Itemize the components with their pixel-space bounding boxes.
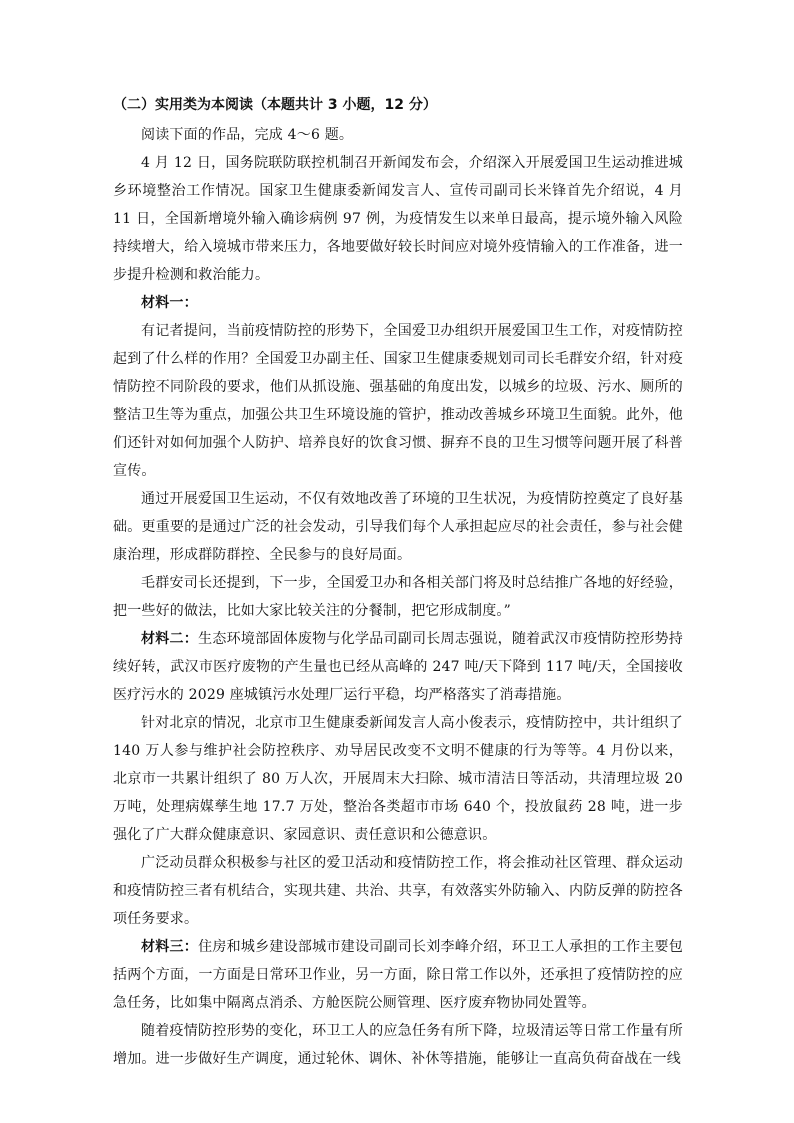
material2-text-1: 生态环境部固体废物与化学品司副司长周志强说，随着武汉市疫情防控形势持续好转，武汉市医疗废物的产生量也已经从高峰的 247 吨/天下降到 117 吨/天，全国接收医疗污水的 2029 座城镇污水处理厂运行平稳，均严格落实了消毒措施。 (113, 631, 683, 703)
material3-paragraph-2: 随着疫情防控形势的变化，环卫工人的应急任务有所下降，垃圾清运等日常工作量有所增加。进一步做好生产调度，通过轮休、调休、补休等措施，能够让一直高负荷奋战在一线 (113, 1023, 683, 1067)
material1-paragraph-1: 有记者提问，当前疫情防控的形势下，全国爱卫办组织开展爱国卫生工作，对疫情防控起到了什么样的作用？全国爱卫办副主任、国家卫生健康委规划司司长毛群安介绍，针对疫情防控不同阶段的要求，他们从抓设施、强基础的角度出发，以城乡的垃圾、污水、厕所的整洁卫生等为重点，加强公共卫生环境设施的管护，推动改善城乡环境卫生面貌。此外，他们还针对如何加强个人防护、培养良好的饮食习惯、摒弃不良的卫生习惯等问题开展了科普宣传。 (113, 323, 683, 479)
material3-label: 材料三： (141, 939, 199, 955)
material1-paragraph-3: 毛群安司长还提到，下一步，全国爱卫办和各相关部门将及时总结推广各地的好经验，把一些好的做法，比如大家比较关注的分餐制，把它形成制度。” (113, 575, 683, 619)
document-page (113, 93, 683, 1073)
instruction-text: 阅读下面的作品，完成 4～6 题。 (141, 127, 354, 143)
material2-paragraph-2: 针对北京的情况，北京市卫生健康委新闻发言人高小俊表示，疫情防控中，共计组织了 140 万人参与维护社会防控秩序、劝导居民改变不文明不健康的行为等等。4 月份以来，北京市一共累计组织了 80 万人次，开展周末大扫除、城市清洁日等活动，共清理垃圾 20 万吨，处理病媒孳生地 17.7 万处，整治各类超市市场 640 个，投放鼠药 28 吨，进一步强化了广大群众健康意识、家园意识、责任意识和公德意识。 (113, 715, 683, 843)
material3-paragraph-1 (113, 933, 683, 1017)
material3-text-1: 住房和城乡建设部城市建设司副司长刘李峰介绍，环卫工人承担的工作主要包括两个方面，一方面是日常环卫作业，另一方面，除日常工作以外，还承担了疫情防控的应急任务，比如集中隔离点消杀、方舱医院公厕管理、医疗废弃物协同处置等。 (113, 939, 683, 1011)
material2-paragraph-1 (113, 625, 683, 709)
section-title: （二）实用类为本阅读（本题共计 3 小题，12 分） (113, 97, 437, 113)
material1-heading (113, 289, 683, 317)
material1-label: 材料一： (141, 295, 198, 311)
material1-paragraph-2: 通过开展爱国卫生运动，不仅有效地改善了环境的卫生状况，为疫情防控奠定了良好基础。更重要的是通过广泛的社会发动，引导我们每个人承担起应尽的社会责任，参与社会健康治理，形成群防群控、全民参与的良好局面。 (113, 491, 683, 563)
material2-paragraph-3: 广泛动员群众积极参与社区的爱卫活动和疫情防控工作，将会推动社区管理、群众运动和疫情防控三者有机结合，实现共建、共治、共享，有效落实外防输入、内防反弹的防控各项任务要求。 (113, 855, 683, 927)
material2-label: 材料二： (141, 631, 199, 647)
intro-paragraph: 4 月 12 日，国务院联防联控机制召开新闻发布会，介绍深入开展爱国卫生运动推进城乡环境整治工作情况。国家卫生健康委新闻发言人、宣传司副司长米锋首先介绍说，4 月 11 日，全国新增境外输入确诊病例 97 例，为疫情发生以来单日最高，提示境外输入风险持续增大，给入境城市带来压力，各地要做好较长时间应对境外疫情输入的工作准备，进一步提升检测和救治能力。 (113, 155, 683, 283)
